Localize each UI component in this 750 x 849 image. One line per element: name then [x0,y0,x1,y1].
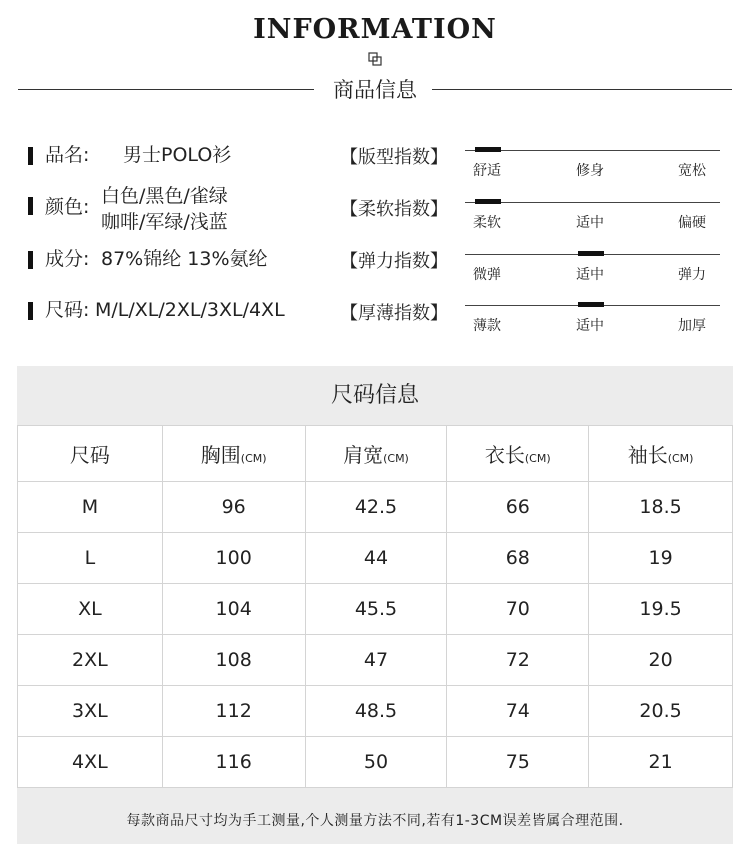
table-cell: 21 [589,737,733,788]
table-cell: 2XL [18,635,163,686]
attribute-value: 男士POLO衫 [123,144,232,166]
table-cell: 96 [162,482,305,533]
table-cell: 74 [447,686,589,737]
scale-indicator [578,251,604,256]
size-table-title: 尺码信息 [330,383,419,408]
column-header [447,426,589,482]
column-name: 肩宽 [343,443,384,467]
column-header [18,426,163,482]
bullet-bar [28,302,33,320]
bullet-bar [28,197,33,215]
table-cell: 108 [162,635,305,686]
scale-option: 修身 [576,163,604,179]
scale-indicator [475,147,501,152]
column-header [589,426,733,482]
table-cell: 20 [589,635,733,686]
table-cell: 66 [447,482,589,533]
table-cell: 3XL [18,686,163,737]
section-subtitle-row [18,74,732,102]
attribute-value: 87%锦纶 13%氨纶 [101,248,268,270]
column-name: 袖长 [627,443,668,467]
table-cell: 19.5 [589,584,733,635]
thickness-index-scale [465,305,720,345]
table-row [18,737,733,788]
header-title: INFORMATION [253,14,497,45]
bullet-bar [28,251,33,269]
table-cell: 70 [447,584,589,635]
column-name: 衣长 [484,443,525,467]
scale-option: 柔软 [473,215,501,231]
scale-axis [465,202,720,203]
bullet-bar [28,147,33,165]
column-unit: (CM) [240,452,267,465]
scale-option: 加厚 [678,318,706,334]
softness-index-label: 【柔软指数】 [340,199,448,220]
table-cell: 4XL [18,737,163,788]
table-cell: 104 [162,584,305,635]
attribute-value-line-2: 咖啡/军绿/浅蓝 [101,211,228,233]
attribute-label: 尺码: [45,299,90,321]
table-cell: 72 [447,635,589,686]
divider-right [432,89,732,90]
table-cell: 100 [162,533,305,584]
table-cell: 47 [305,635,447,686]
table-cell: 42.5 [305,482,447,533]
table-cell: XL [18,584,163,635]
fit-index-scale [465,150,720,190]
section-subtitle: 商品信息 [333,78,417,102]
thickness-index-label: 【厚薄指数】 [340,303,448,324]
scale-option: 适中 [576,318,604,334]
table-row [18,686,733,737]
table-cell: 20.5 [589,686,733,737]
table-cell: 48.5 [305,686,447,737]
scale-option: 偏硬 [678,215,706,231]
table-cell: 68 [447,533,589,584]
table-row [18,584,733,635]
scale-indicator [475,199,501,204]
scale-option: 适中 [576,267,604,283]
column-unit: (CM) [667,452,694,465]
column-header [305,426,447,482]
table-cell: 45.5 [305,584,447,635]
attribute-label: 品名: [45,144,90,166]
attribute-label: 颜色: [45,196,90,218]
table-cell: 19 [589,533,733,584]
table-cell: 44 [305,533,447,584]
scale-option: 微弹 [473,267,501,283]
attribute-label: 成分: [45,248,90,270]
elasticity-index-scale [465,254,720,294]
column-header [162,426,305,482]
scale-indicator [578,302,604,307]
table-row [18,533,733,584]
scale-option: 薄款 [473,318,501,334]
column-unit: (CM) [383,452,409,465]
column-name: 尺码 [69,443,110,467]
size-table [17,425,733,788]
table-cell: 112 [162,686,305,737]
column-unit: (CM) [524,452,551,465]
fit-index-label: 【版型指数】 [340,147,448,168]
scale-option: 适中 [576,215,604,231]
table-cell: 18.5 [589,482,733,533]
size-table-panel [17,366,733,844]
elasticity-index-label: 【弹力指数】 [340,251,448,272]
table-cell: 75 [447,737,589,788]
attribute-value-line-1: 白色/黑色/雀绿 [101,185,228,207]
table-header-row [18,426,733,482]
table-row [18,635,733,686]
double-square-icon [368,52,382,66]
table-cell: M [18,482,163,533]
scale-option: 弹力 [678,267,706,283]
scale-option: 舒适 [473,163,501,179]
scale-option: 宽松 [678,163,706,179]
softness-index-scale [465,202,720,242]
scale-axis [465,150,720,151]
measurement-note: 每款商品尺寸均为手工测量,个人测量方法不同,若有1-3CM误差皆属合理范围. [126,813,624,829]
table-cell: 116 [162,737,305,788]
table-row [18,482,733,533]
table-cell: 50 [305,737,447,788]
attribute-value: M/L/XL/2XL/3XL/4XL [95,299,285,321]
table-cell: L [18,533,163,584]
column-name: 胸围 [200,443,241,467]
